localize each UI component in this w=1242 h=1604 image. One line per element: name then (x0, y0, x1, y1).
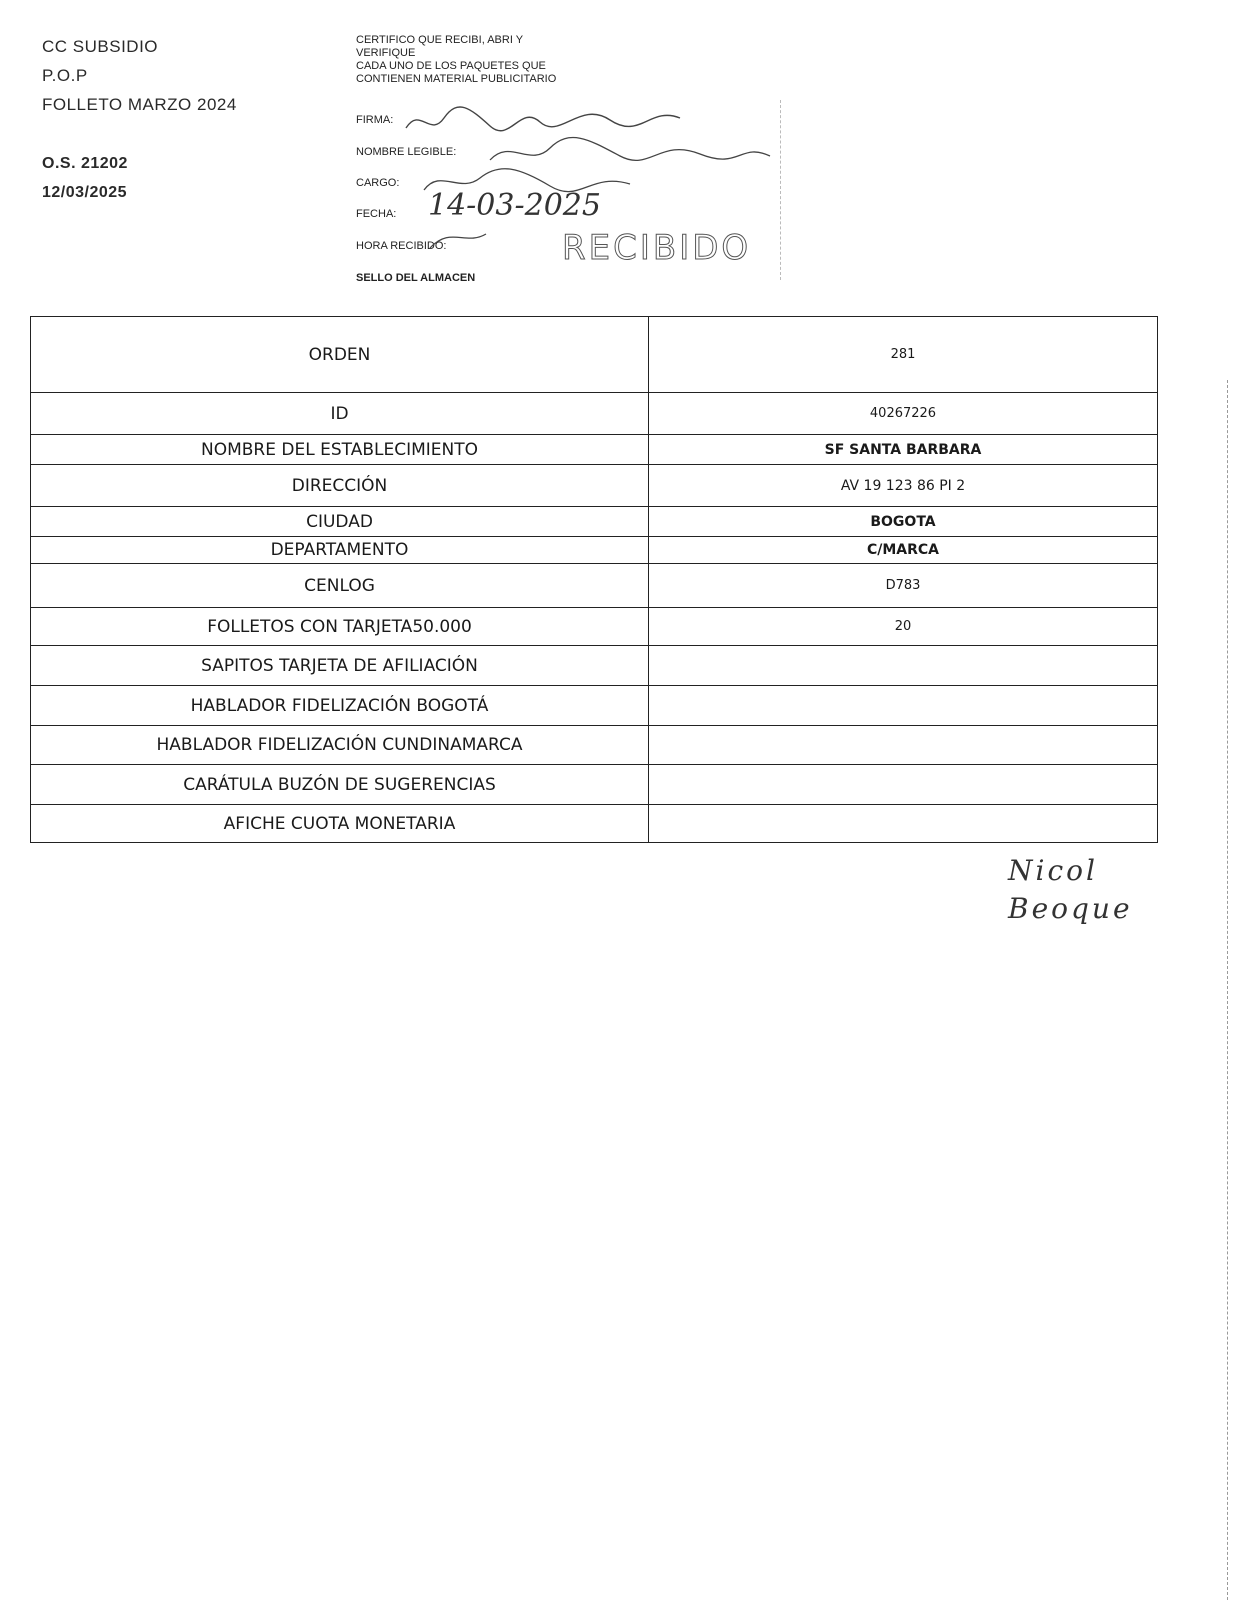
row-label: CIUDAD (31, 507, 649, 537)
table-row (31, 646, 1158, 686)
row-value (649, 765, 1158, 805)
row-value (649, 686, 1158, 726)
table-row (31, 507, 1158, 537)
row-label: FOLLETOS CON TARJETA50.000 (31, 608, 649, 646)
note-line-2: Beoque (1008, 892, 1133, 925)
row-value: 281 (649, 317, 1158, 393)
table-row (31, 564, 1158, 608)
scan-edge (1225, 380, 1228, 1600)
table-row (31, 393, 1158, 435)
row-label: CARÁTULA BUZÓN DE SUGERENCIAS (31, 765, 649, 805)
row-label: NOMBRE DEL ESTABLECIMIENTO (31, 435, 649, 465)
row-label: DEPARTAMENTO (31, 537, 649, 564)
row-value (649, 805, 1158, 843)
cert-line-4: CONTIENEN MATERIAL PUBLICITARIO (356, 73, 557, 85)
folleto-title: FOLLETO MARZO 2024 (42, 95, 237, 114)
row-value (649, 646, 1158, 686)
row-label: CENLOG (31, 564, 649, 608)
sello-label: SELLO DEL ALMACEN (356, 272, 476, 284)
row-label: SAPITOS TARJETA DE AFILIACIÓN (31, 646, 649, 686)
received-stamp: RECIBIDO (562, 228, 752, 268)
header-info (42, 32, 237, 207)
table-row (31, 465, 1158, 507)
hora-label: HORA RECIBIDO: (356, 240, 447, 252)
fecha-label: FECHA: (356, 208, 397, 220)
note-line-1: Nicol (1008, 854, 1098, 887)
cargo-label: CARGO: (356, 177, 400, 189)
row-label: DIRECCIÓN (31, 465, 649, 507)
table-row (31, 537, 1158, 564)
firma-label: FIRMA: (356, 114, 394, 126)
table-row (31, 435, 1158, 465)
row-value: 40267226 (649, 393, 1158, 435)
row-label: HABLADOR FIDELIZACIÓN CUNDINAMARCA (31, 726, 649, 765)
row-label: HABLADOR FIDELIZACIÓN BOGOTÁ (31, 686, 649, 726)
row-value: AV 19 123 86 PI 2 (649, 465, 1158, 507)
table-row (31, 765, 1158, 805)
nombre-label: NOMBRE LEGIBLE: (356, 146, 457, 158)
row-value: BOGOTA (649, 507, 1158, 537)
certification-text (356, 34, 686, 86)
row-value: 20 (649, 608, 1158, 646)
os-number: O.S. 21202 (42, 155, 128, 172)
cert-line-3: CADA UNO DE LOS PAQUETES QUE (356, 60, 546, 72)
row-label: ID (31, 393, 649, 435)
row-value: D783 (649, 564, 1158, 608)
company-name: CC SUBSIDIO (42, 37, 159, 56)
row-label: ORDEN (31, 317, 649, 393)
row-value: SF SANTA BARBARA (649, 435, 1158, 465)
cert-line-1: CERTIFICO QUE RECIBI, ABRI Y (356, 34, 524, 46)
table-row (31, 726, 1158, 765)
row-label: AFICHE CUOTA MONETARIA (31, 805, 649, 843)
document-date: 12/03/2025 (42, 184, 128, 201)
row-value (649, 726, 1158, 765)
table-row (31, 608, 1158, 646)
pop-label: P.O.P (42, 66, 88, 85)
table-row (31, 317, 1158, 393)
table-row (31, 805, 1158, 843)
fecha-handwritten: 14-03-2025 (428, 188, 601, 223)
order-table (30, 316, 1158, 843)
cert-line-2: VERIFIQUE (356, 47, 416, 59)
row-value: C/MARCA (649, 537, 1158, 564)
handwritten-note (1008, 852, 1133, 928)
table-row (31, 686, 1158, 726)
